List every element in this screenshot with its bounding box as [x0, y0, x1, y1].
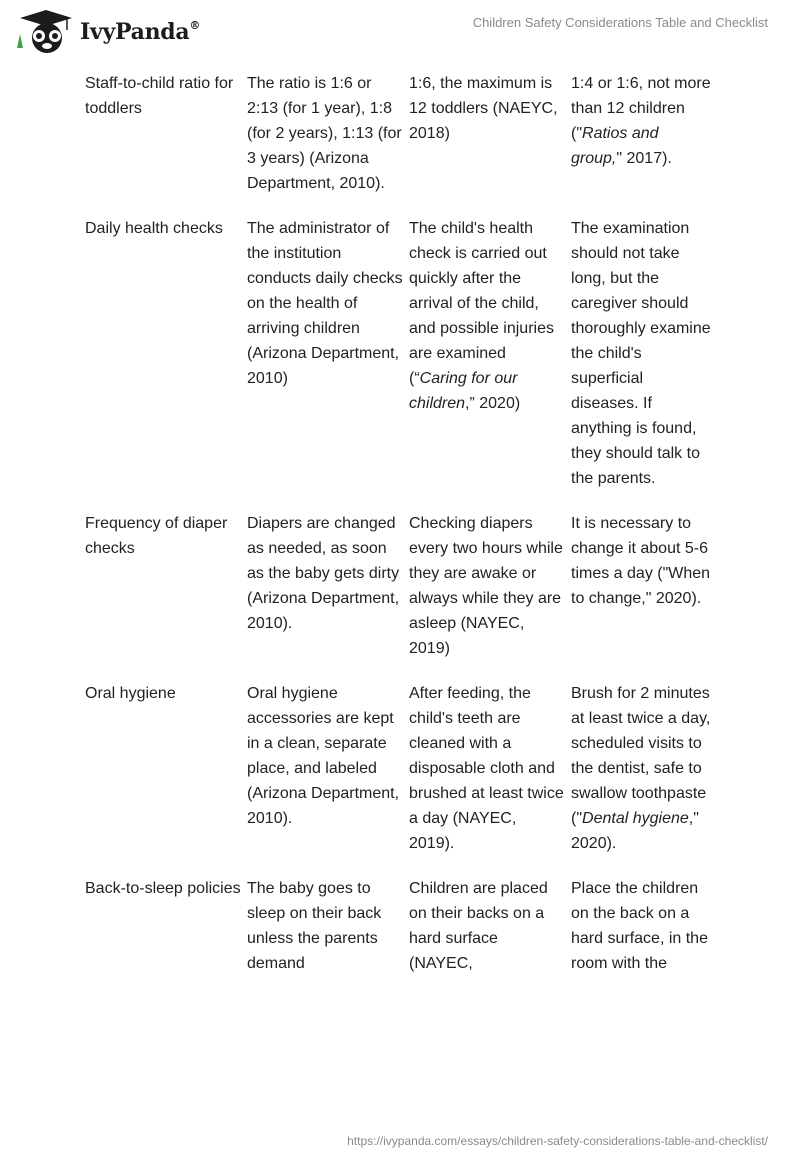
table-cell: Place the children on the back on a hard surface, in the room with the: [571, 880, 708, 972]
ivypanda-logo-icon: [14, 8, 80, 56]
table-cell: 1:6, the maximum is 12 toddlers (NAEYC, 2018): [409, 75, 558, 142]
table-row: [80, 71, 711, 216]
document-title: Children Safety Considerations Table and Checklist: [472, 15, 768, 30]
table-row: [80, 876, 711, 996]
table-cell: It is necessary to change it about 5-6 times a day ("When to change," 2020).: [571, 515, 711, 607]
table-cell: Diapers are changed as needed, as soon as the baby gets dirty (Arizona Department, 2010).: [247, 515, 400, 632]
table-cell: Brush for 2 minutes at least twice a day, scheduled visits to the dentist, safe to swallow toothpaste ("Dental hygiene," 2020).: [571, 685, 711, 852]
brand-name: IvyPanda®: [80, 18, 201, 45]
table-cell: Children are placed on their backs on a hard surface (NAYEC,: [409, 880, 548, 972]
table-cell: The baby goes to sleep on their back unless the parents demand: [247, 880, 382, 972]
table-cell: The examination should not take long, but the caregiver should thoroughly examine the child's superficial diseases. If anything is found, they should talk to the parents.: [571, 220, 711, 487]
row-topic: Oral hygiene: [85, 685, 176, 702]
source-url-link[interactable]: https://ivypanda.com/essays/children-safety-considerations-table-and-checklist/: [347, 1134, 768, 1148]
row-topic: Frequency of diaper checks: [85, 515, 228, 557]
table-cell: The ratio is 1:6 or 2:13 (for 1 year), 1:8 (for 2 years), 1:13 (for 3 years) (Arizona Department, 2010).: [247, 75, 402, 192]
table-cell: After feeding, the child's teeth are cleaned with a disposable cloth and brushed at least twice a day (NAYEC, 2019).: [409, 685, 564, 852]
page-header: [0, 0, 800, 60]
table-cell: Checking diapers every two hours while they are awake or always while they are asleep (NAYEC, 2019): [409, 515, 563, 657]
safety-considerations-table: [80, 71, 711, 996]
row-topic: Staff-to-child ratio for toddlers: [85, 75, 234, 117]
table-row: [80, 511, 711, 681]
table-row: [80, 216, 711, 511]
table-cell: Oral hygiene accessories are kept in a clean, separate place, and labeled (Arizona Department, 2010).: [247, 685, 400, 827]
table-cell: The child's health check is carried out quickly after the arrival of the child, and possible injuries are examined (“Caring for our children,” 2020): [409, 220, 554, 412]
row-topic: Daily health checks: [85, 220, 223, 237]
table-row: [80, 681, 711, 876]
table-cell: The administrator of the institution conducts daily checks on the health of arriving children (Arizona Department, 2010): [247, 220, 403, 387]
table-cell: 1:4 or 1:6, not more than 12 children ("Ratios and group," 2017).: [571, 75, 711, 167]
row-topic: Back-to-sleep policies: [85, 880, 241, 897]
